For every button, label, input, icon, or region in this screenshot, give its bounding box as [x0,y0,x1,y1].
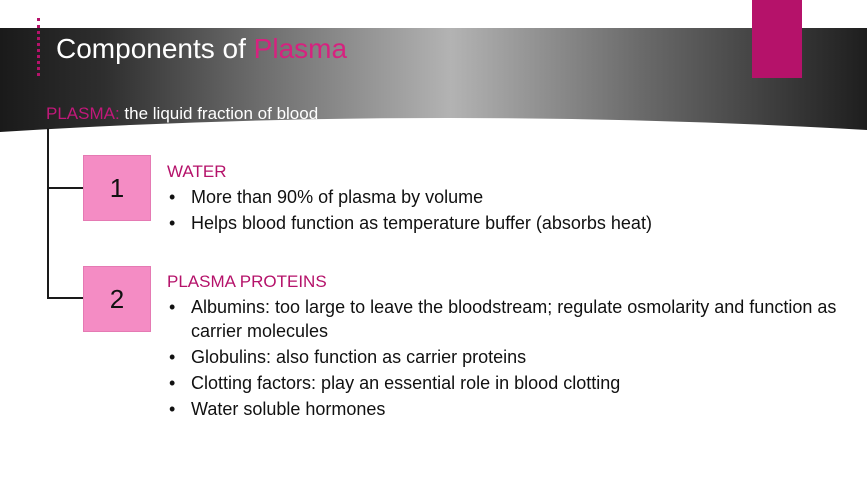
list-item [167,295,847,343]
list-item-text: Albumins: too large to leave the bloodstream; regulate osmolarity and function as carrier molecules [191,297,837,341]
section-water [167,161,847,237]
list-item [167,185,847,209]
list-item [167,345,847,369]
bullet-icon: • [169,213,176,233]
bracket-connector-2 [47,297,83,299]
bracket-vertical-line [47,128,49,299]
bullet-icon: • [169,399,176,419]
list-item [167,211,847,235]
list-item-text: Water soluble hormones [191,399,386,419]
number-box-2: 2 [83,266,151,332]
definition-text: the liquid fraction of blood [119,104,319,123]
bullet-list [167,295,847,421]
list-item [167,397,847,421]
list-item-text: More than 90% of plasma by volume [191,187,484,207]
slide-title [56,31,347,67]
definition-term: PLASMA: [46,104,120,123]
bullet-icon: • [169,373,176,393]
list-item-text: Helps blood function as temperature buffer (absorbs heat) [191,213,652,233]
bullet-list [167,185,847,235]
title-main: Components of [56,33,254,64]
list-item-text: Clotting factors: play an essential role in blood clotting [191,373,621,393]
bracket-connector-1 [47,187,83,189]
dotted-accent-line [37,18,40,76]
bullet-icon: • [169,347,176,367]
list-item [167,371,847,395]
definition-line [46,102,318,126]
bullet-icon: • [169,297,176,317]
section-heading: WATER [167,162,227,181]
title-highlight: Plasma [253,33,348,64]
list-item-text: Globulins: also function as carrier proteins [191,347,527,367]
section-heading: PLASMA PROTEINS [167,272,327,291]
bullet-icon: • [169,187,176,207]
section-plasma-proteins [167,271,847,423]
number-box-1: 1 [83,155,151,221]
accent-rectangle [752,0,802,78]
